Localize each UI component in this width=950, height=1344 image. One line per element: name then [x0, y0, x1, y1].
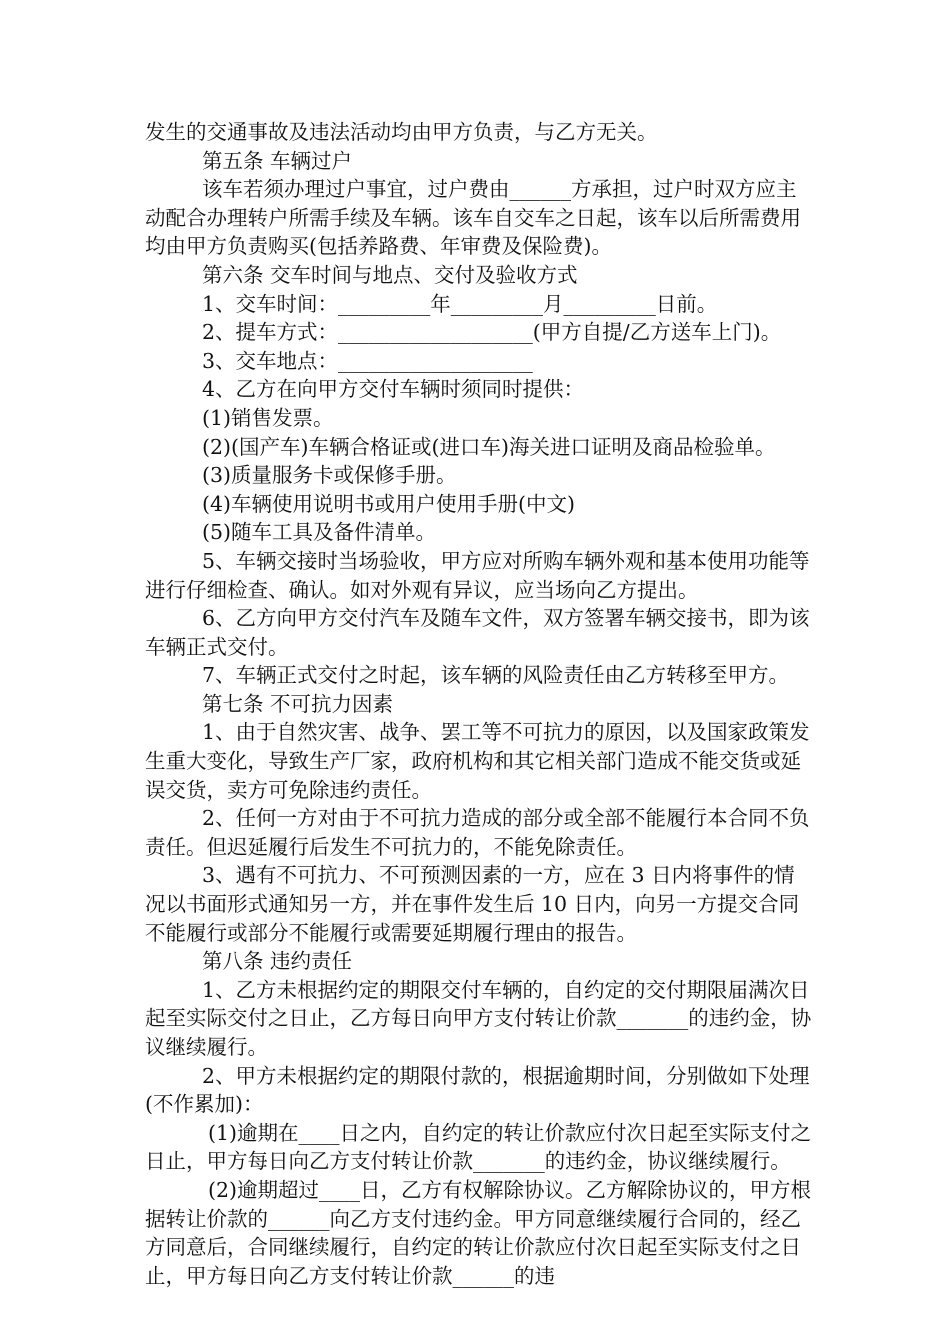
handover-clause: 6、乙方向甲方交付汽车及随车文件，双方签署车辆交接书，即为该车辆正式交付。: [145, 606, 810, 659]
breach-subclause-2: (2)逾期超过____日，乙方有权解除协议。乙方解除协议的，甲方根据转让价款的______向乙方支付违约金。甲方同意继续履行合同的，经乙方同意后，合同继续履行，自约定的转让价款应付次日起至实际支付之日止，甲方每日向乙方支付转让价款______的违: [145, 1177, 812, 1288]
document-item-1: (1)销售发票。: [202, 405, 334, 430]
article-8-heading: 第八条 违约责任: [202, 949, 353, 974]
inspection-clause: 5、车辆交接时当场验收，甲方应对所购车辆外观和基本使用功能等进行仔细检查、确认。如对外观有异议，应当场向乙方提出。: [145, 548, 810, 602]
article-5-heading: 第五条 车辆过户: [202, 148, 353, 173]
breach-subclause-1: (1)逾期在____日之内，自约定的转让价款应付次日起至实际支付之日止，甲方每日向乙方支付转让价款_______的违约金，协议继续履行。: [145, 1120, 812, 1174]
document-item-5: (5)随车工具及备件清单。: [202, 520, 437, 545]
document-item-4: (4)车辆使用说明书或用户使用手册(中文): [202, 491, 576, 516]
breach-clause-1: 1、乙方未根据约定的期限交付车辆的，自约定的交付期限届满次日起至实际交付之日止，乙方每日向甲方支付转让价款_______的违约金，协议继续履行。: [145, 977, 812, 1059]
force-majeure-clause-3: 3、遇有不可抗力、不可预测因素的一方，应在 3 日内将事件的情况以书面形式通知另一方，并在事件发生后 10 日内，向另一方提交合同不能履行或部分不能履行或需要延期履行理由的报告。: [145, 863, 800, 945]
breach-clause-2: 2、甲方未根据约定的期限付款的，根据逾期时间，分别做如下处理(不作累加)：: [145, 1063, 810, 1117]
pickup-method-clause: 2、提车方式：___________________(甲方自提/乙方送车上门)。: [202, 320, 782, 345]
risk-transfer-clause: 7、车辆正式交付之时起，该车辆的风险责任由乙方转移至甲方。: [202, 663, 790, 688]
article-5-text: 该车若须办理过户事宜，过户费由______方承担，过户时双方应主动配合办理转户所需手续及车辆。该车自交车之日起，该车以后所需费用均由甲方负责购买(包括养路费、年审费及保险费)。: [145, 177, 801, 259]
delivery-time-clause: 1、交车时间：_________年_________月_________日前。: [202, 291, 718, 316]
article-7-heading: 第七条 不可抗力因素: [202, 691, 394, 716]
force-majeure-clause-1: 1、由于自然灾害、战争、罢工等不可抗力的原因，以及国家政策发生重大变化，导致生产厂家，政府机构和其它相关部门造成不能交货或延误交货，卖方可免除违约责任。: [145, 720, 810, 802]
paragraph-continuation: 发生的交通事故及违法活动均由甲方负责，与乙方无关。: [145, 120, 658, 144]
document-item-2: (2)(国产车)车辆合格证或(进口车)海关进口证明及商品检验单。: [202, 434, 776, 459]
document-body: [145, 118, 815, 1290]
document-item-3: (3)质量服务卡或保修手册。: [202, 463, 457, 488]
force-majeure-clause-2: 2、任何一方对由于不可抗力造成的部分或全部不能履行本合同不负责任。但迟延履行后发生不可抗力的，不能免除责任。: [145, 806, 810, 859]
delivery-location-clause: 3、交车地点：___________________: [202, 348, 533, 373]
documents-required-clause: 4、乙方在向甲方交付车辆时须同时提供：: [202, 377, 585, 402]
article-6-heading: 第六条 交车时间与地点、交付及验收方式: [202, 262, 578, 287]
